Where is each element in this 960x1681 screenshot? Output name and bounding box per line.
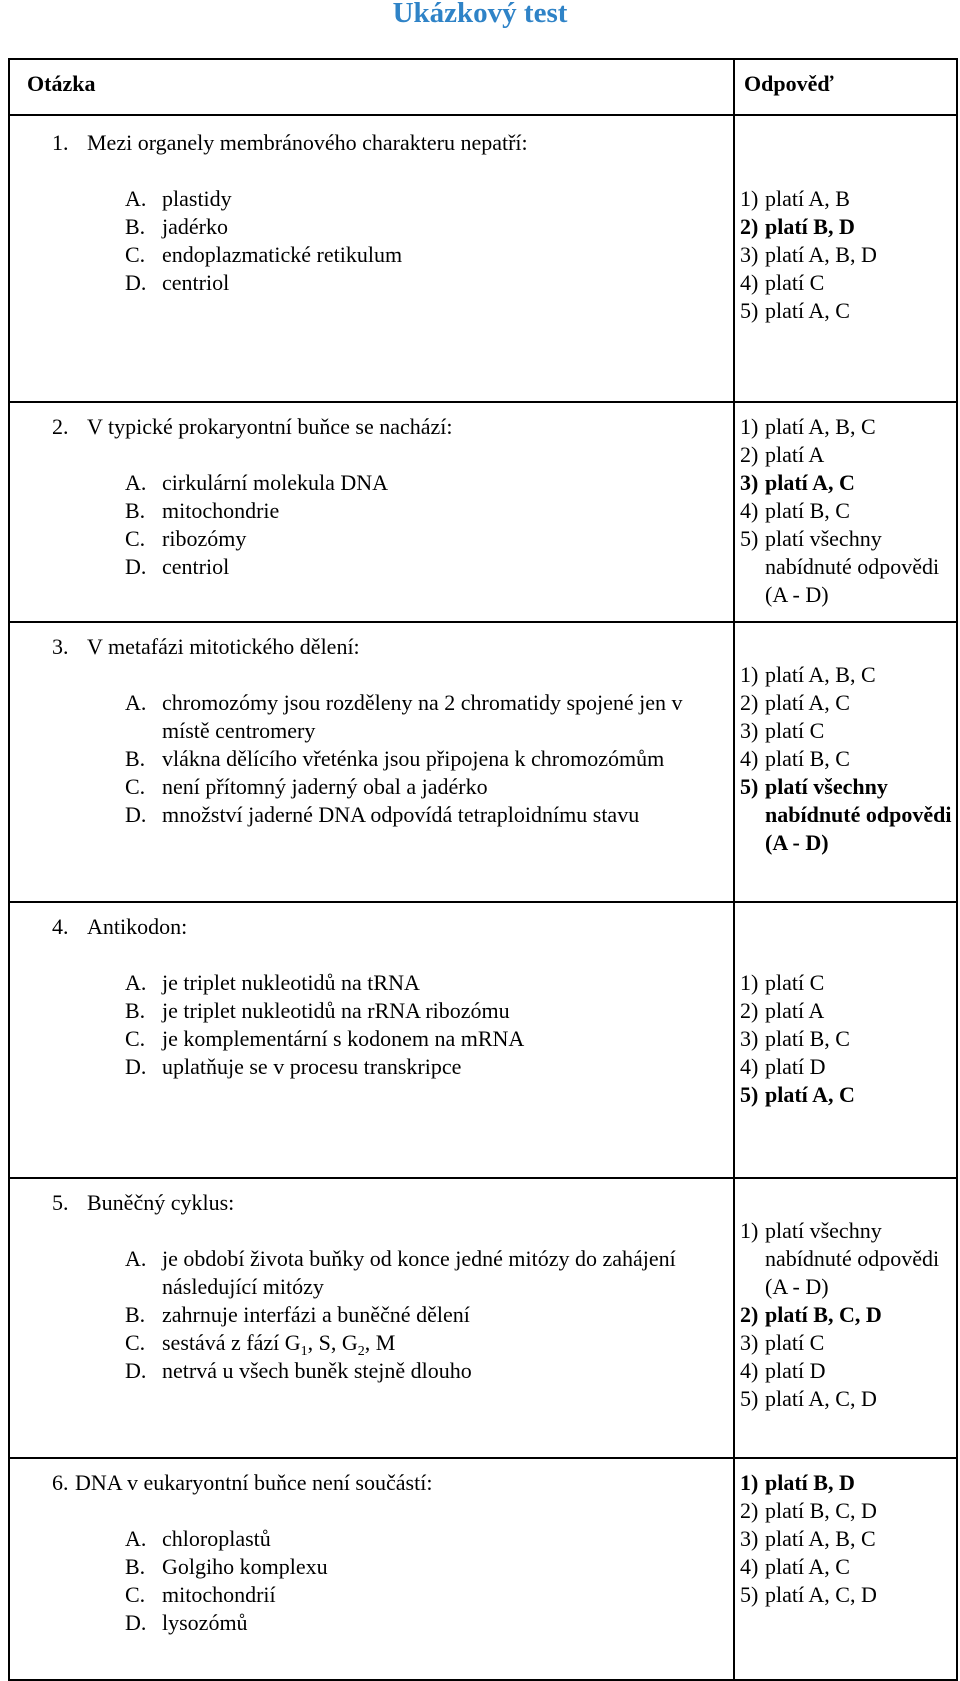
answer-number: 2): [740, 214, 759, 239]
answer-item: [740, 1525, 956, 1553]
question-text: DNA v eukaryontní buňce není součástí:: [75, 1470, 433, 1495]
question-stem: [52, 633, 733, 661]
answer-item: [740, 689, 956, 717]
option-item: [125, 1581, 733, 1609]
option-letter: C.: [125, 1026, 146, 1051]
answer-text: platí B, C, D: [765, 1302, 882, 1327]
page-title: Ukázkový test: [392, 0, 568, 29]
option-text-part: , S, G: [307, 1330, 358, 1355]
option-letter: C.: [125, 1582, 146, 1607]
option-text: lysozómů: [162, 1610, 248, 1635]
answer-text: platí A: [765, 442, 825, 467]
question-number: 4.: [52, 914, 69, 939]
answer-number: 5): [740, 774, 759, 799]
question-row-3: [9, 622, 957, 902]
answer-item-correct: [740, 469, 956, 497]
question-row-4: [9, 902, 957, 1178]
option-list: [125, 689, 733, 829]
answer-text: platí A, C, D: [765, 1582, 877, 1607]
option-letter: C.: [125, 774, 146, 799]
answer-number: 2): [740, 998, 759, 1023]
header-question: Otázka: [9, 59, 734, 115]
answer-item: [740, 297, 956, 325]
option-letter: C.: [125, 1330, 146, 1355]
option-item: [125, 1357, 733, 1385]
option-item: [125, 773, 733, 801]
answer-text: platí všechny nabídnuté odpovědi (A - D): [765, 1218, 940, 1299]
question-stem: [52, 1189, 733, 1217]
header-answer: Odpověď: [734, 59, 957, 115]
option-text: jadérko: [162, 214, 228, 239]
answer-text: platí A, C: [765, 690, 850, 715]
option-item: [125, 689, 733, 745]
option-text: je triplet nukleotidů na rRNA ribozómu: [162, 998, 510, 1023]
answer-text: platí A, B, D: [765, 242, 877, 267]
answer-text: platí B, D: [765, 1470, 855, 1495]
answer-item: [740, 1385, 956, 1413]
answer-item-correct: [740, 213, 956, 241]
question-row-2: [9, 402, 957, 622]
answer-item: [740, 413, 956, 441]
option-text: Golgiho komplexu: [162, 1554, 328, 1579]
option-item: [125, 1245, 733, 1301]
option-text: netrvá u všech buněk stejně dlouho: [162, 1358, 472, 1383]
answer-number: 4): [740, 746, 759, 771]
answer-number: 4): [740, 498, 759, 523]
option-text: endoplazmatické retikulum: [162, 242, 403, 267]
answer-text: platí D: [765, 1358, 826, 1383]
option-item: [125, 1053, 733, 1081]
answer-item: [740, 1497, 956, 1525]
question-text: Antikodon:: [87, 914, 188, 939]
answer-number: 2): [740, 690, 759, 715]
answer-item: [740, 997, 956, 1025]
option-item: [125, 1525, 733, 1553]
answer-cell: [734, 115, 957, 402]
answer-text: platí A, B, C: [765, 662, 876, 687]
question-cell: [9, 115, 734, 402]
answer-number: 4): [740, 270, 759, 295]
question-text: V typické prokaryontní buňce se nachází:: [87, 414, 453, 439]
option-letter: D.: [125, 1610, 147, 1635]
answer-text: platí B, C, D: [765, 1498, 877, 1523]
answer-text: platí B, C: [765, 746, 850, 771]
question-stem: [52, 129, 733, 157]
answer-item: [740, 1025, 956, 1053]
question-number: 2.: [52, 414, 69, 439]
answer-number: 3): [740, 470, 759, 495]
option-text: množství jaderné DNA odpovídá tetraploidnímu stavu: [162, 802, 640, 827]
answer-item: [740, 497, 956, 525]
answer-number: 1): [740, 1218, 759, 1243]
option-text: uplatňuje se v procesu transkripce: [162, 1054, 462, 1079]
question-text: Mezi organely membránového charakteru nepatří:: [87, 130, 528, 155]
answer-item: [740, 661, 956, 689]
option-letter: A.: [125, 470, 147, 495]
answer-text: platí A, B, C: [765, 1526, 876, 1551]
answer-cell: [734, 1458, 957, 1680]
answer-text: platí B, C: [765, 1026, 850, 1051]
answer-text: platí A, B: [765, 186, 850, 211]
question-row-5: [9, 1178, 957, 1458]
option-item: [125, 1609, 733, 1637]
answer-number: 4): [740, 1554, 759, 1579]
option-text: zahrnuje interfázi a buněčné dělení: [162, 1302, 470, 1327]
option-list: [125, 185, 733, 297]
answer-number: 1): [740, 1470, 759, 1495]
answer-text: platí všechny nabídnuté odpovědi (A - D): [765, 526, 940, 607]
answer-number: 3): [740, 1330, 759, 1355]
answer-item: [740, 745, 956, 773]
option-text-part: sestává z fází G: [162, 1330, 301, 1355]
option-item: [125, 1301, 733, 1329]
answer-item: [740, 525, 956, 609]
answer-cell: [734, 902, 957, 1178]
answer-number: 1): [740, 662, 759, 687]
answer-item: [740, 269, 956, 297]
option-letter: D.: [125, 1358, 147, 1383]
option-item: [125, 241, 733, 269]
answer-item-correct: [740, 1081, 956, 1109]
option-letter: B.: [125, 1554, 146, 1579]
answer-number: 1): [740, 414, 759, 439]
answer-number: 2): [740, 1302, 759, 1327]
question-stem: [52, 913, 733, 941]
answer-cell: [734, 622, 957, 902]
option-letter: B.: [125, 1302, 146, 1327]
option-item: [125, 525, 733, 553]
option-list: [125, 469, 733, 581]
question-number: 3.: [52, 634, 69, 659]
answer-text: platí A, C: [765, 470, 855, 495]
option-item: [125, 969, 733, 997]
answer-text: platí A, C, D: [765, 1386, 877, 1411]
option-text: mitochondrie: [162, 498, 280, 523]
option-letter: A.: [125, 1526, 147, 1551]
answer-item: [740, 1217, 956, 1301]
option-letter: A.: [125, 1246, 147, 1271]
option-item: [125, 1553, 733, 1581]
option-text: chloroplastů: [162, 1526, 271, 1551]
answer-text: platí A, C: [765, 1554, 850, 1579]
answer-number: 3): [740, 242, 759, 267]
question-row-1: [9, 115, 957, 402]
question-number: 1.: [52, 130, 69, 155]
option-letter: B.: [125, 214, 146, 239]
option-text: je triplet nukleotidů na tRNA: [162, 970, 420, 995]
answer-number: 1): [740, 186, 759, 211]
answer-number: 2): [740, 442, 759, 467]
answer-text: platí B, D: [765, 214, 855, 239]
option-text: mitochondrií: [162, 1582, 276, 1607]
option-text: je komplementární s kodonem na mRNA: [162, 1026, 525, 1051]
question-cell: [9, 1458, 734, 1680]
option-letter: D.: [125, 554, 147, 579]
option-letter: C.: [125, 526, 146, 551]
option-item: [125, 213, 733, 241]
answer-text: platí B, C: [765, 498, 850, 523]
answer-item: [740, 969, 956, 997]
answer-number: 5): [740, 526, 759, 551]
option-list: [125, 1525, 733, 1637]
answer-text: platí A: [765, 998, 825, 1023]
option-text: chromozómy jsou rozděleny na 2 chromatidy spojené jen v místě centromery: [162, 690, 683, 743]
option-text: cirkulární molekula DNA: [162, 470, 389, 495]
option-text: je období života buňky od konce jedné mitózy do zahájení následující mitózy: [162, 1246, 676, 1299]
answer-text: platí D: [765, 1054, 826, 1079]
option-text: centriol: [162, 270, 230, 295]
option-text: vlákna dělícího vřeténka jsou připojena k chromozómům: [162, 746, 665, 771]
answer-text: platí C: [765, 718, 825, 743]
answer-item: [740, 717, 956, 745]
answer-item: [740, 1553, 956, 1581]
question-cell: [9, 902, 734, 1178]
answer-number: 5): [740, 1582, 759, 1607]
question-stem: [52, 413, 733, 441]
table-header-row: [9, 59, 957, 115]
option-text: centriol: [162, 554, 230, 579]
option-letter: A.: [125, 186, 147, 211]
answer-item-correct: [740, 773, 956, 857]
answer-number: 2): [740, 1498, 759, 1523]
option-letter: B.: [125, 998, 146, 1023]
option-letter: A.: [125, 690, 147, 715]
answer-number: 1): [740, 970, 759, 995]
answer-item: [740, 241, 956, 269]
option-item: [125, 801, 733, 829]
option-item: [125, 745, 733, 773]
question-row-6: [9, 1458, 957, 1680]
option-text: není přítomný jaderný obal a jadérko: [162, 774, 488, 799]
question-number: 5.: [52, 1190, 69, 1215]
answer-item: [740, 441, 956, 469]
answer-item: [740, 1357, 956, 1385]
answer-number: 4): [740, 1358, 759, 1383]
question-cell: [9, 622, 734, 902]
subscript: 1: [300, 1344, 308, 1359]
question-cell: [9, 1178, 734, 1458]
question-text: V metafázi mitotického dělení:: [87, 634, 360, 659]
answer-number: 4): [740, 1054, 759, 1079]
option-item: [125, 269, 733, 297]
question-number: 6.: [52, 1470, 69, 1495]
option-letter: C.: [125, 242, 146, 267]
option-text-part: , M: [364, 1330, 396, 1355]
answer-number: 5): [740, 1386, 759, 1411]
option-text: [162, 1330, 396, 1359]
option-item: [125, 1329, 733, 1357]
option-letter: A.: [125, 970, 147, 995]
question-text: Buněčný cyklus:: [87, 1190, 235, 1215]
answer-item: [740, 1053, 956, 1081]
option-list: [125, 1245, 733, 1385]
answer-text: platí A, C: [765, 1082, 855, 1107]
answer-number: 5): [740, 298, 759, 323]
option-text: ribozómy: [162, 526, 247, 551]
option-item: [125, 497, 733, 525]
answer-item-correct: [740, 1301, 956, 1329]
answer-number: 3): [740, 1026, 759, 1051]
answer-number: 3): [740, 718, 759, 743]
answer-text: platí A, B, C: [765, 414, 876, 439]
option-letter: B.: [125, 498, 146, 523]
option-item: [125, 185, 733, 213]
question-stem: [52, 1469, 733, 1497]
answer-text: platí C: [765, 1330, 825, 1355]
answer-item-correct: [740, 1469, 956, 1497]
option-letter: D.: [125, 802, 147, 827]
answer-cell: [734, 1178, 957, 1458]
option-text: plastidy: [162, 186, 232, 211]
option-item: [125, 469, 733, 497]
answer-item: [740, 1581, 956, 1609]
answer-item: [740, 1329, 956, 1357]
option-letter: D.: [125, 1054, 147, 1079]
option-item: [125, 1025, 733, 1053]
answer-number: 3): [740, 1526, 759, 1551]
answer-text: platí všechny nabídnuté odpovědi (A - D): [765, 774, 952, 855]
test-table: [8, 58, 958, 1681]
answer-cell: [734, 402, 957, 622]
subscript: 2: [357, 1344, 365, 1359]
option-item: [125, 553, 733, 581]
answer-text: platí C: [765, 270, 825, 295]
answer-number: 5): [740, 1082, 759, 1107]
answer-text: platí C: [765, 970, 825, 995]
option-letter: B.: [125, 746, 146, 771]
option-item: [125, 997, 733, 1025]
question-cell: [9, 402, 734, 622]
option-list: [125, 969, 733, 1081]
answer-text: platí A, C: [765, 298, 850, 323]
answer-item: [740, 185, 956, 213]
option-letter: D.: [125, 270, 147, 295]
